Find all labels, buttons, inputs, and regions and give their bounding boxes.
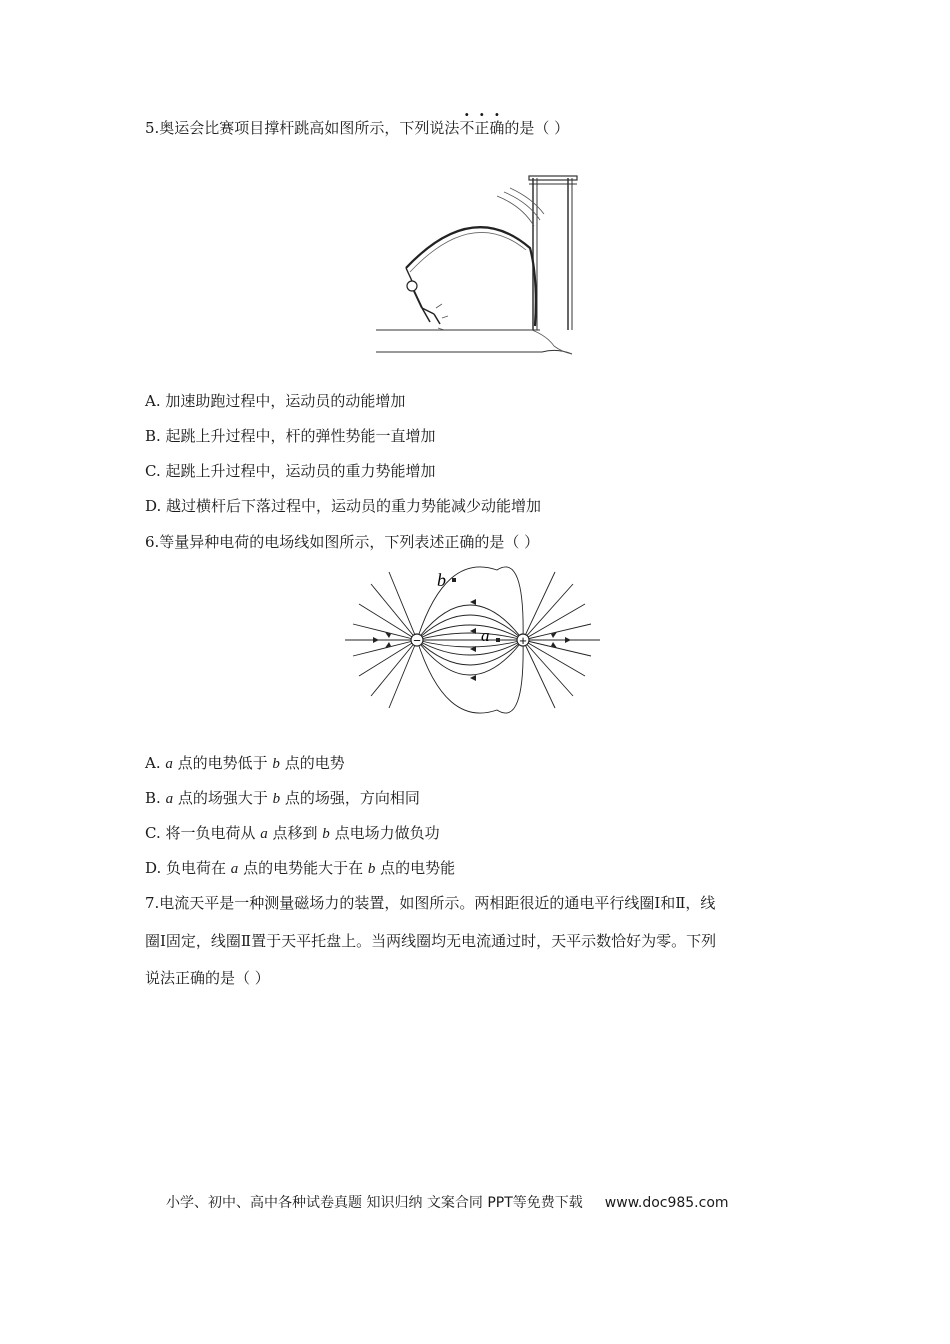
- q5-emphasis-char: 不: [459, 119, 475, 137]
- var-b: b: [272, 756, 280, 772]
- var-b: b: [367, 861, 376, 877]
- var-b: b: [322, 826, 330, 842]
- positive-charge-label: +: [519, 633, 527, 648]
- q5-option-d: D. 越过横杆后下落过程中，运动员的重力势能减少动能增加: [145, 497, 542, 515]
- q6-option-b: [145, 788, 420, 809]
- q6-stem: 6.等量异种电荷的电场线如图所示，下列表述正确的是（ ）: [145, 533, 540, 551]
- q5-option-c: C. 起跳上升过程中，运动员的重力势能增加: [145, 462, 436, 480]
- option-suffix: 点的电势能: [375, 859, 456, 877]
- option-prefix: A.: [145, 754, 166, 772]
- q6-option-c: [145, 823, 440, 844]
- footer-url[interactable]: www.doc985.com: [604, 1195, 729, 1211]
- var-a: a: [165, 791, 174, 807]
- pole-vault-figure: [372, 168, 582, 358]
- point-a-marker: [496, 638, 500, 642]
- q5-option-b: B. 起跳上升过程中，杆的弹性势能一直增加: [145, 427, 436, 445]
- q5-stem-before: 5.奥运会比赛项目撑杆跳高如图所示，下列说法: [145, 119, 460, 137]
- point-b-label: b: [437, 570, 446, 590]
- option-suffix: 点的场强，方向相同: [280, 789, 420, 807]
- point-b-marker: [452, 578, 456, 582]
- var-a: a: [260, 826, 268, 842]
- option-prefix: D. 负电荷在: [145, 859, 231, 877]
- option-suffix: 点电场力做负功: [329, 824, 440, 842]
- q5-emphasis-char: 确: [489, 119, 505, 137]
- page-footer: [166, 1192, 729, 1212]
- q7-stem-line-2: 圈Ⅰ固定，线圈Ⅱ置于天平托盘上。当两线圈均无电流通过时，天平示数恰好为零。下列: [145, 932, 717, 950]
- electric-field-figure: [345, 566, 600, 716]
- q6-option-a: [145, 753, 345, 774]
- negative-charge-label: −: [413, 633, 421, 648]
- var-b: b: [272, 791, 281, 807]
- q5-option-a: A. 加速助跑过程中，运动员的动能增加: [145, 392, 406, 410]
- q7-stem-line-3: 说法正确的是（ ）: [145, 969, 270, 987]
- var-a: a: [230, 861, 239, 877]
- option-prefix: B.: [145, 789, 166, 807]
- point-a-label: a: [481, 626, 490, 645]
- option-mid: 点移到: [267, 824, 323, 842]
- var-a: a: [165, 756, 173, 772]
- option-mid: 点的电势低于: [172, 754, 273, 772]
- option-prefix: C. 将一负电荷从: [145, 824, 261, 842]
- q5-stem: [145, 118, 569, 138]
- option-mid: 点的场强大于: [173, 789, 273, 807]
- footer-text: 小学、初中、高中各种试卷真题 知识归纳 文案合同 PPT等免费下载: [166, 1195, 583, 1211]
- q7-stem-line-1: 7.电流天平是一种测量磁场力的装置，如图所示。两相距很近的通电平行线圈Ⅰ和Ⅱ，线: [145, 894, 716, 912]
- q5-stem-after: 的是（ ）: [504, 119, 570, 137]
- option-mid: 点的电势能大于在: [238, 859, 368, 877]
- q5-emphasis-char: 正: [474, 119, 490, 137]
- option-suffix: 点的电势: [279, 754, 345, 772]
- q6-option-d: [145, 858, 455, 879]
